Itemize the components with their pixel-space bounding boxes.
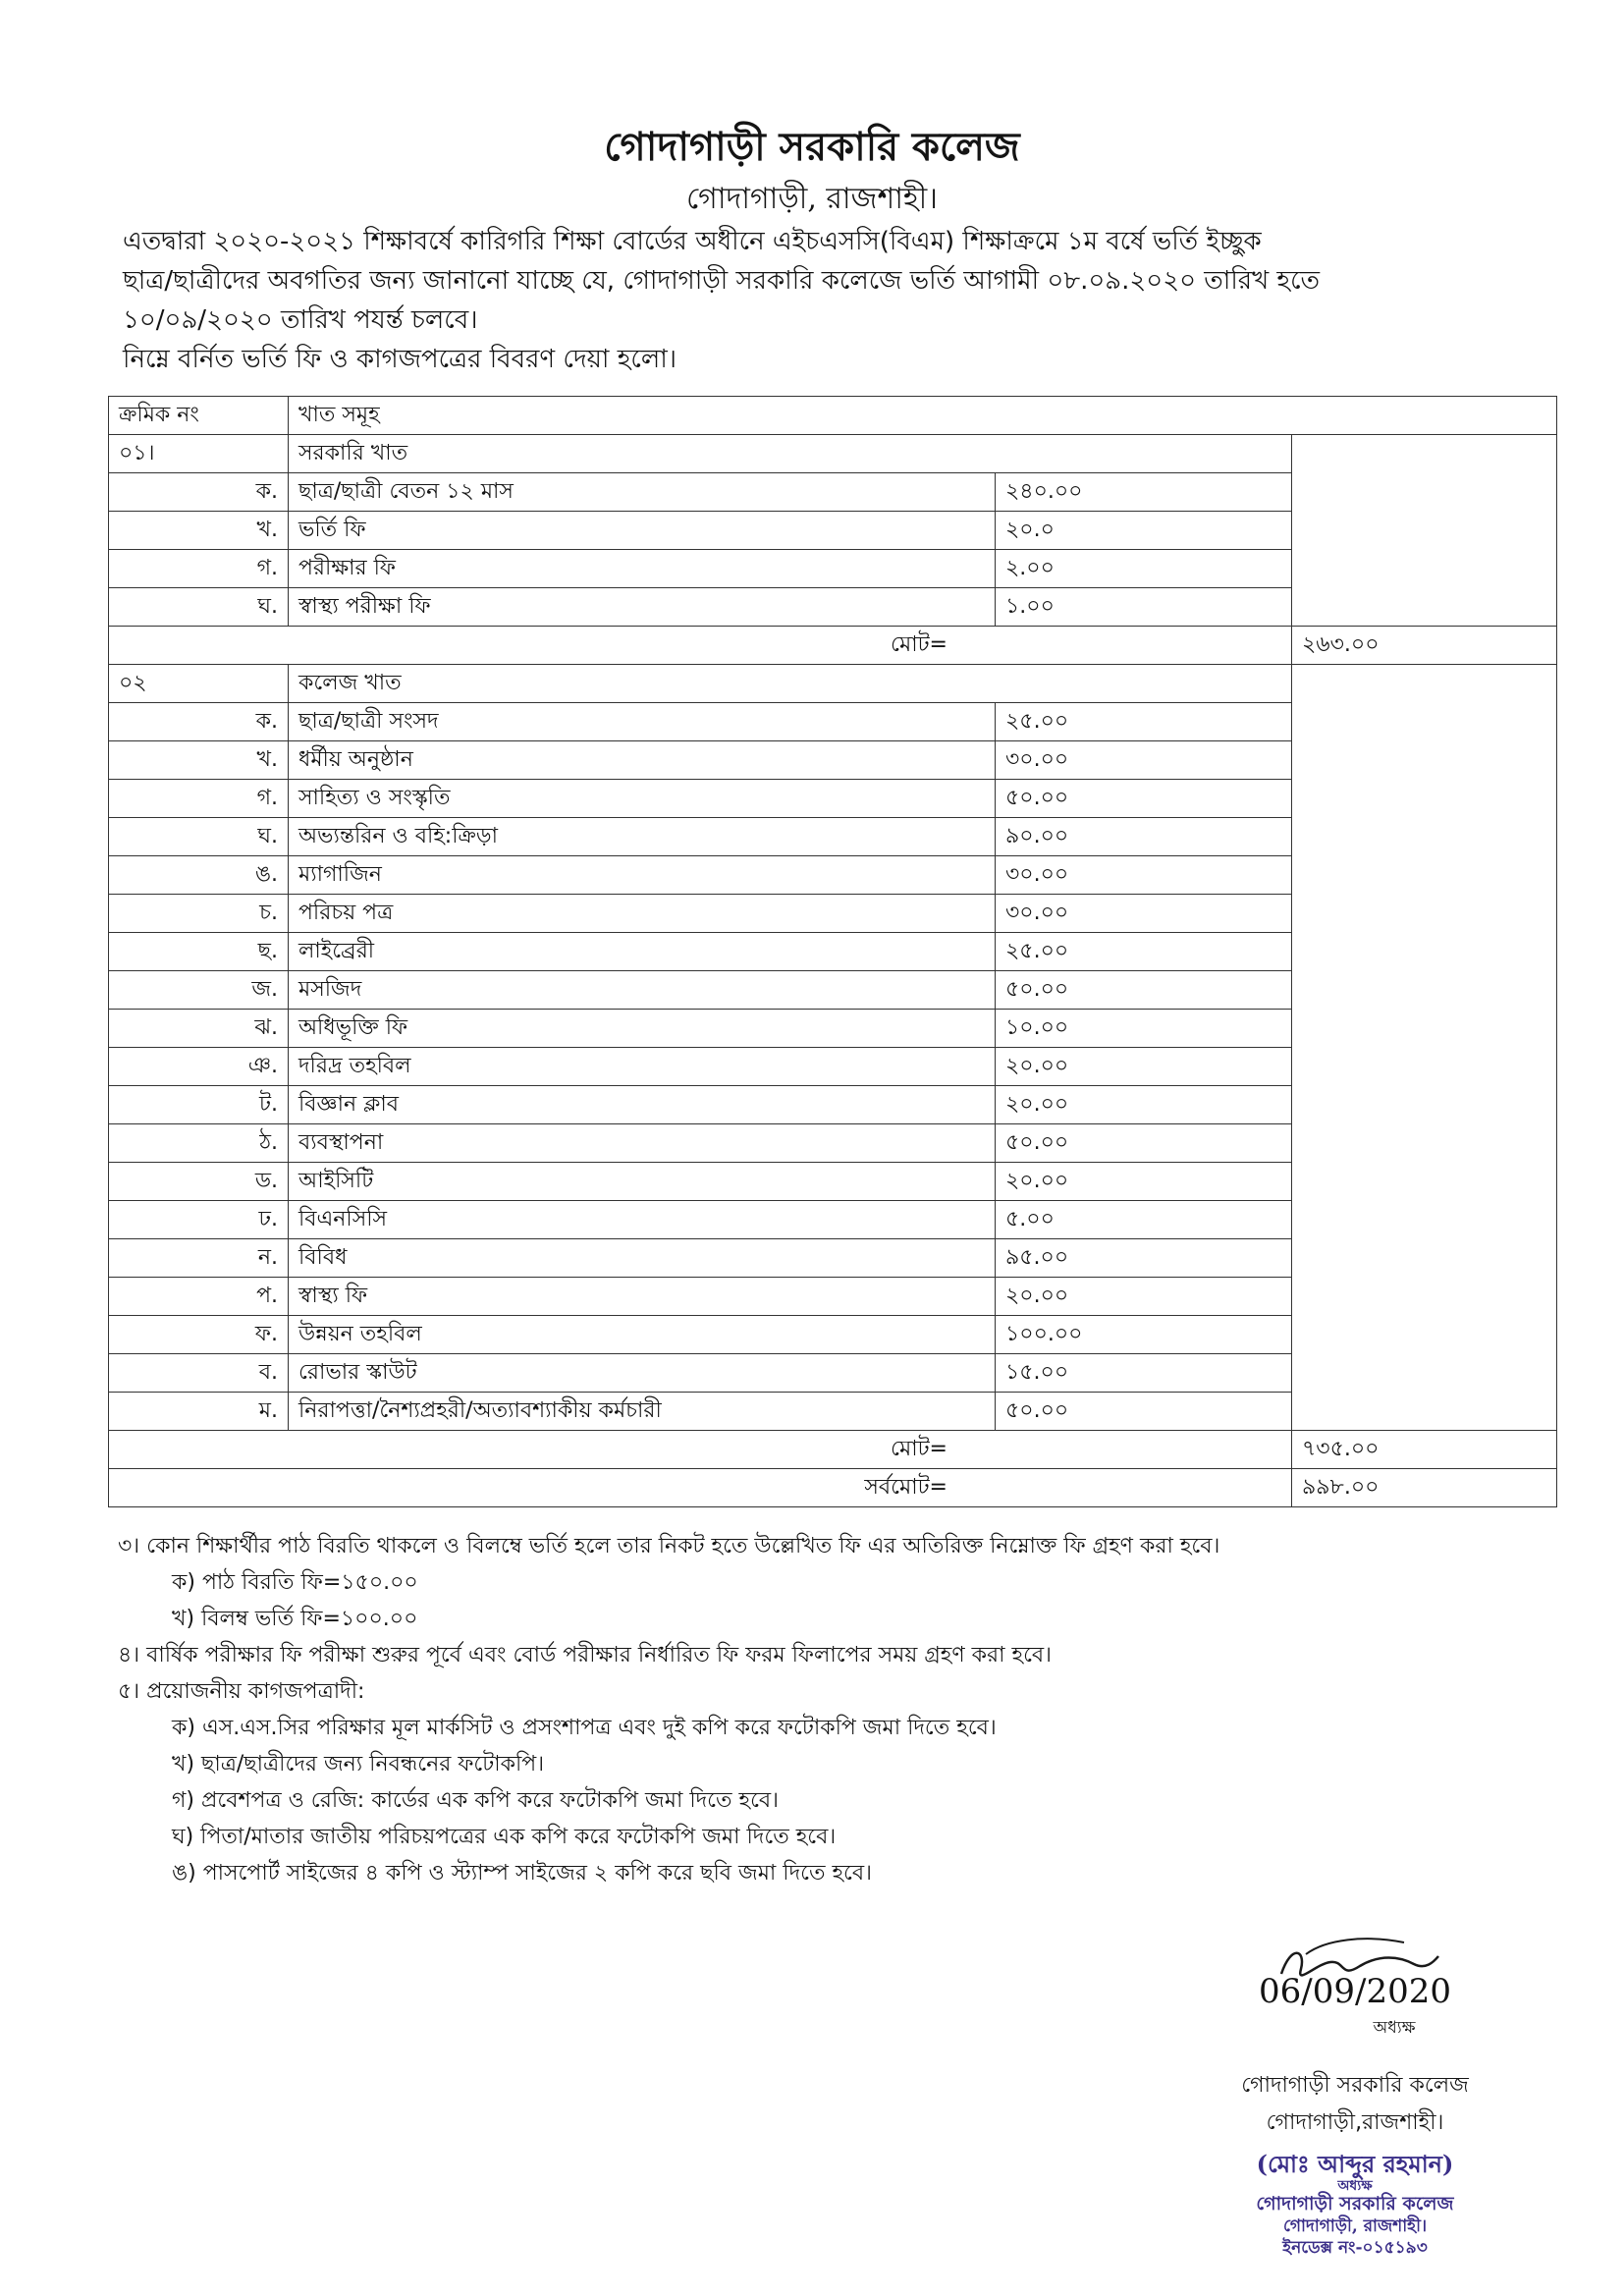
signature-block [1159,1925,1551,2258]
item-amount: ২০.০০ [996,1048,1292,1086]
item-name: স্বাস্থ্য পরীক্ষা ফি [289,588,996,627]
item-serial: ক. [109,473,289,512]
item-name: দরিদ্র তহবিল [289,1048,996,1086]
note-5-item: ঘ) পিতা/মাতার জাতীয় পরিচয়পত্রের এক কপি করে ফটোকপি জমা দিতে হবে। [172,1825,837,1849]
section-total-row [109,1431,1557,1469]
section-total-label: মোট= [109,627,1292,665]
intro-line: নিম্নে বর্নিত ভর্তি ফি ও কাগজপত্রের বিবরণ দেয়া হলো। [123,345,677,374]
item-amount: ১০০.০০ [996,1316,1292,1354]
section-title: সরকারি খাত [289,435,1292,473]
signature-date: 06/09/2020 [1259,1972,1451,2011]
intro-line: ছাত্র/ছাত্রীদের অবগতির জন্য জানানো যাচ্ছে যে, গোদাগাড়ী সরকারি কলেজে ভর্তি আগামী ০৮.০৯.২০২০ তারিখ হতে [123,266,1321,296]
item-name: মসজিদ [289,971,996,1010]
item-serial: ঘ. [109,818,289,856]
note-5-item: ঙ) পাসপোর্ট সাইজের ৪ কপি ও স্ট্যাম্প সাইজের ২ কপি করে ছবি জমা দিতে হবে। [172,1861,872,1886]
government-section [109,435,1557,665]
item-serial: ঘ. [109,588,289,627]
section-total-label: মোট= [109,1431,1292,1469]
item-serial: ফ. [109,1316,289,1354]
section-serial: ০১। [109,435,289,473]
section-total-value: ৭৩৫.০০ [1292,1431,1557,1469]
section-blank-cell [1292,665,1557,1431]
stamp-index: ইনডেক্স নং-০১৫১৯৩ [1282,2238,1428,2258]
notes-section [118,1528,1542,1891]
item-amount: ৩০.০০ [996,895,1292,933]
item-amount: ৫.০০ [996,1201,1292,1239]
item-amount: ৩০.০০ [996,856,1292,895]
item-serial: গ. [109,550,289,588]
college-title: গোদাগাড়ী সরকারি কলেজ [604,124,1020,170]
item-serial: ড. [109,1163,289,1201]
item-amount: ২০.০০ [996,1086,1292,1124]
item-name: উন্নয়ন তহবিল [289,1316,996,1354]
item-name: সাহিত্য ও সংস্কৃতি [289,780,996,818]
section-serial: ০২ [109,665,289,703]
item-amount: ৫০.০০ [996,971,1292,1010]
item-name: ভর্তি ফি [289,512,996,550]
item-serial: ব. [109,1354,289,1393]
item-serial: ঠ. [109,1124,289,1163]
item-serial: ঞ. [109,1048,289,1086]
item-serial: ঝ. [109,1010,289,1048]
item-name: পরীক্ষার ফি [289,550,996,588]
item-name: ম্যাগাজিন [289,856,996,895]
item-amount: ৫০.০০ [996,1124,1292,1163]
item-serial: প. [109,1278,289,1316]
section-total-row [109,627,1557,665]
college-location: গোদাগাড়ী, রাজশাহী। [686,182,938,216]
item-name: লাইব্রেরী [289,933,996,971]
item-amount: ১৫.০০ [996,1354,1292,1393]
item-amount: ২০.০০ [996,1278,1292,1316]
stamp-name: (মোঃ আব্দুর রহমান) [1256,2150,1454,2178]
item-name: অভ্যন্তরিন ও বহি:ক্রিড়া [289,818,996,856]
table-header-row [109,397,1557,435]
item-amount: ২৫.০০ [996,703,1292,741]
item-amount: ১০.০০ [996,1010,1292,1048]
item-serial: ঢ. [109,1201,289,1239]
section-blank-cell [1292,435,1557,627]
note-5-item: গ) প্রবেশপত্র ও রেজি: কার্ডের এক কপি করে ফটোকপি জমা দিতে হবে। [172,1788,780,1813]
intro-paragraph [123,222,1488,379]
stamp-college: গোদাগাড়ী সরকারি কলেজ [1256,2193,1454,2214]
item-name: ব্যবস্থাপনা [289,1124,996,1163]
grand-total-row [109,1469,1557,1507]
item-name: রোভার স্কাউট [289,1354,996,1393]
item-serial: ক. [109,703,289,741]
item-amount: ২০.০ [996,512,1292,550]
grand-total-label: সর্বমোট= [109,1469,1292,1507]
note-5-item: খ) ছাত্র/ছাত্রীদের জন্য নিবন্ধনের ফটোকপি। [172,1752,545,1777]
item-amount: ৯৫.০০ [996,1239,1292,1278]
section-total-value: ২৬৩.০০ [1292,627,1557,665]
item-serial: ন. [109,1239,289,1278]
item-name: পরিচয় পত্র [289,895,996,933]
item-amount: ২৫.০০ [996,933,1292,971]
item-serial: ছ. [109,933,289,971]
item-amount: ৯০.০০ [996,818,1292,856]
fee-table [108,396,1557,1507]
item-name: বিএনসিসি [289,1201,996,1239]
item-name: ছাত্র/ছাত্রী বেতন ১২ মাস [289,473,996,512]
stamp-designation: অধ্যক্ষ [1337,2178,1373,2194]
item-amount: ১.০০ [996,588,1292,627]
note-4: ৪। বার্ষিক পরীক্ষার ফি পরীক্ষা শুরুর পূর্বে এবং বোর্ড পরীক্ষার নির্ধারিত ফি ফরম ফিলাপের সময় গ্রহণ করা হবে। [118,1643,1053,1667]
item-amount: ২০.০০ [996,1163,1292,1201]
signature-college: গোদাগাড়ী সরকারি কলেজ [1241,2073,1469,2098]
item-serial: ম. [109,1393,289,1431]
item-serial: খ. [109,741,289,780]
section-title-row [109,665,1557,703]
item-amount: ২.০০ [996,550,1292,588]
note-5-item: ক) এস.এস.সির পরিক্ষার মূল মার্কসিট ও প্রসংশাপত্র এবং দুই কপি করে ফটোকপি জমা দিতে হবে। [172,1716,997,1740]
item-header: খাত সমূহ [289,397,1557,435]
serial-header: ক্রমিক নং [109,397,289,435]
stamp-place: গোদাগাড়ী, রাজশাহী। [1282,2216,1428,2236]
note-3: ৩। কোন শিক্ষার্থীর পাঠ বিরতি থাকলে ও বিলম্বে ভর্তি হলে তার নিকট হতে উল্লেখিত ফি এর অতিরিক্ত নিম্নোক্ত ফি গ্রহণ করা হবে। [118,1534,1220,1558]
item-amount: ৫০.০০ [996,1393,1292,1431]
intro-line: ১০/০৯/২০২০ তারিখ পযর্ন্ত চলবে। [123,305,478,335]
item-name: ধর্মীয় অনুষ্ঠান [289,741,996,780]
item-amount: ৫০.০০ [996,780,1292,818]
item-serial: চ. [109,895,289,933]
item-serial: ট. [109,1086,289,1124]
item-serial: জ. [109,971,289,1010]
item-name: বিবিধ [289,1239,996,1278]
signature-designation: অধ্যক্ষ [1373,2018,1416,2038]
intro-line: এতদ্বারা ২০২০-২০২১ শিক্ষাবর্ষে কারিগরি শিক্ষা বোর্ডের অধীনে এইচএসসি(বিএম) শিক্ষাক্রমে ১ম বর্ষে ভর্তি ইচ্ছুক [123,227,1262,256]
note-5: ৫। প্রয়োজনীয় কাগজপত্রাদী: [118,1679,365,1704]
item-serial: ঙ. [109,856,289,895]
section-title-row [109,435,1557,473]
college-section [109,665,1557,1507]
item-name: অধিভূক্তি ফি [289,1010,996,1048]
item-amount: ৩০.০০ [996,741,1292,780]
note-3-item: ক) পাঠ বিরতি ফি=১৫০.০০ [172,1570,418,1595]
item-name: নিরাপত্তা/নৈশ্যপ্রহরী/অত্যাবশ্যাকীয় কর্মচারী [289,1393,996,1431]
item-serial: খ. [109,512,289,550]
section-title: কলেজ খাত [289,665,1292,703]
item-name: ছাত্র/ছাত্রী সংসদ [289,703,996,741]
item-amount: ২৪০.০০ [996,473,1292,512]
item-name: স্বাস্থ্য ফি [289,1278,996,1316]
item-serial: গ. [109,780,289,818]
item-name: আইসিটি [289,1163,996,1201]
note-3-item: খ) বিলম্ব ভর্তি ফি=১০০.০০ [172,1607,418,1631]
signature-place: গোদাগাড়ী,রাজশাহী। [1266,2110,1444,2135]
grand-total-value: ৯৯৮.০০ [1292,1469,1557,1507]
item-name: বিজ্ঞান ক্লাব [289,1086,996,1124]
